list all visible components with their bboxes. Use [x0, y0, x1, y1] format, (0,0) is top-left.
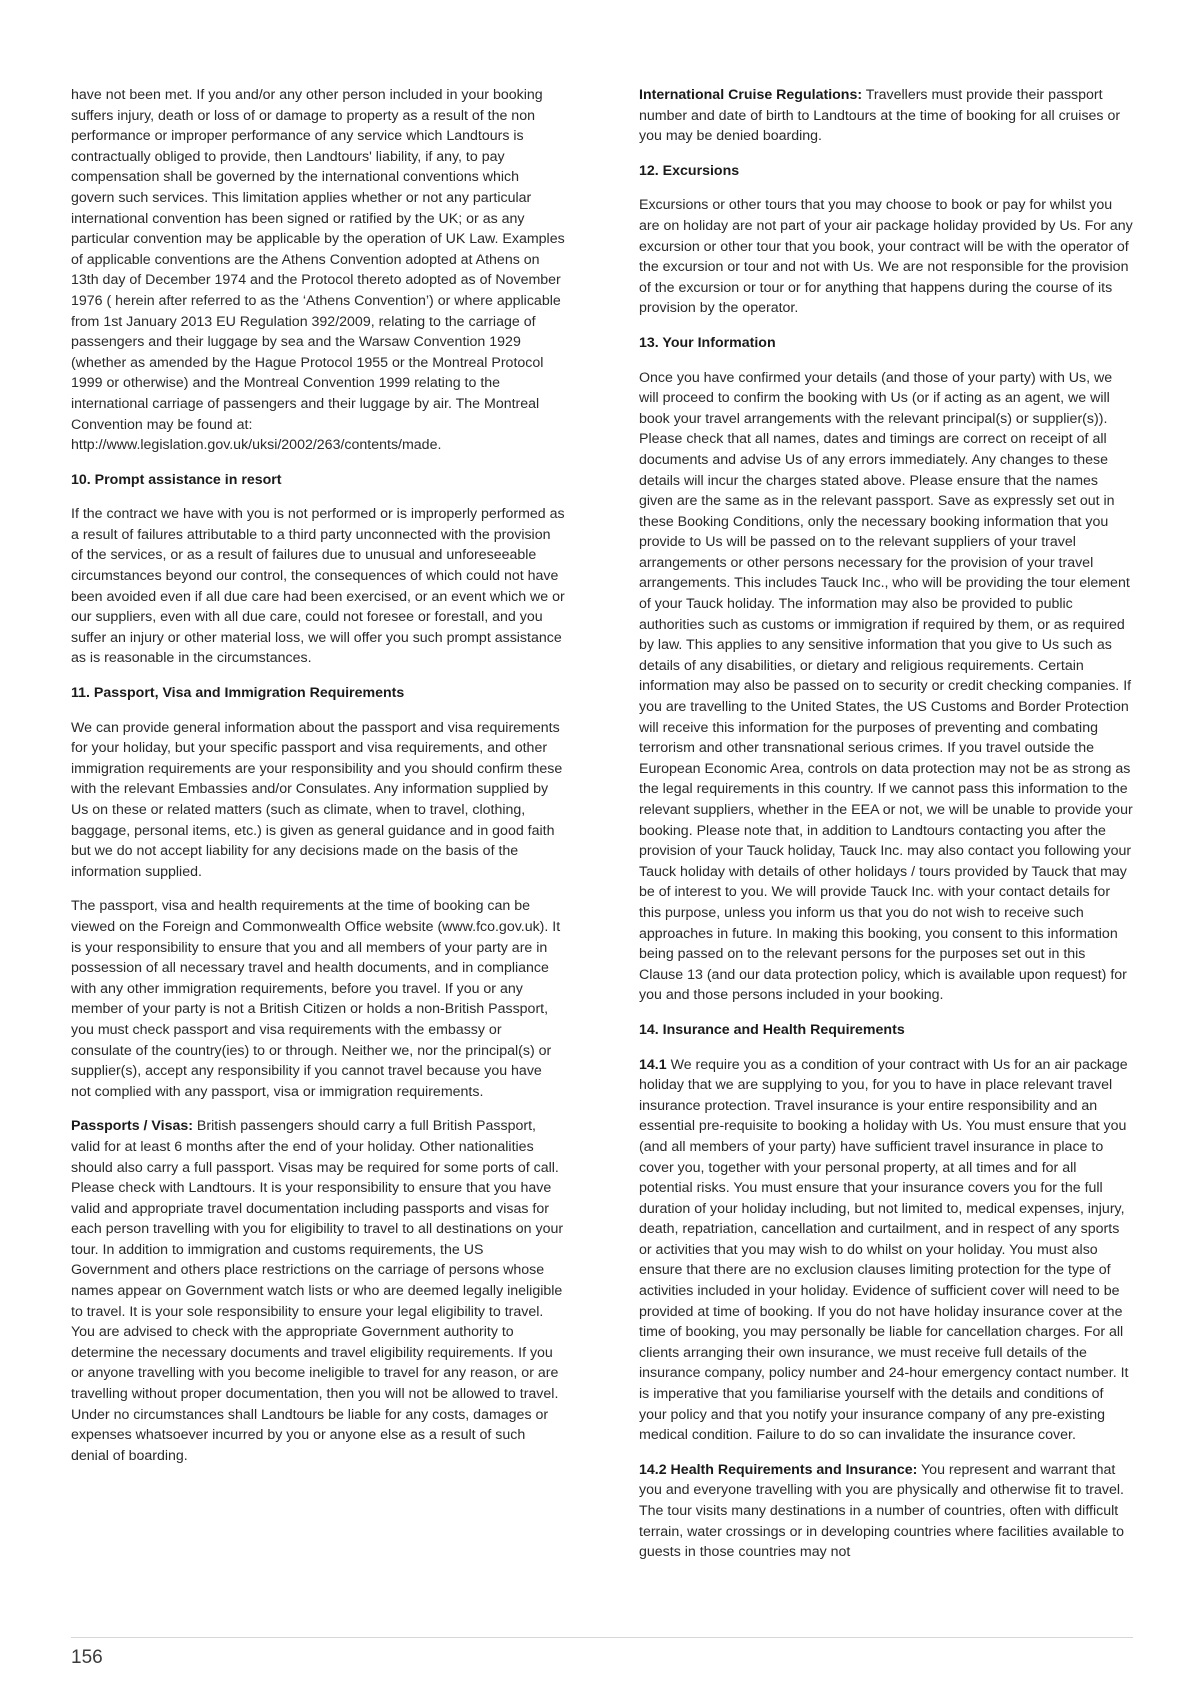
section-14-2-paragraph	[639, 1460, 1133, 1563]
passports-visas-paragraph	[71, 1116, 565, 1466]
left-column	[71, 85, 565, 1480]
section-11-paragraph-b: The passport, visa and health requirements at the time of booking can be viewed on the Foreign and Commonwealth Office website (www.fco.gov.uk). It is your responsibility to ensure that you and all members of your party are in possession of all necessary travel and health documents, and in compliance with any other immigration requirements, before you travel. If you or any member of your party is not a British Citizen or holds a non-British Passport, you must check passport and visa requirements with the embassy or consulate of the country(ies) to or through. Neither we, nor the principal(s) or supplier(s), accept any responsibility if you cannot travel because you have not complied with any passport, visa or immigration requirements.	[71, 898, 561, 1100]
section-14-2-text: You represent and warrant that you and everyone travelling with you are physically and otherwise fit to travel. The tour visits many destinations in a number of countries, often with difficult terrain, water crossings or in developing countries where facilities available to guests in those countries may not	[639, 1461, 1124, 1561]
section-12-paragraph: Excursions or other tours that you may choose to book or pay for whilst you are on holiday are not part of your air package holiday provided by Us. For any excursion or other tour that you book, your contract will be with the operator of the excursion or tour and not with Us. We are not responsible for the provision of the excursion or tour or for anything that happens during the course of its provision by the operator.	[639, 197, 1133, 317]
section-14-heading: 14. Insurance and Health Requirements	[639, 1021, 905, 1038]
section-11-heading: 11. Passport, Visa and Immigration Requirements	[71, 685, 405, 702]
passports-visas-label: Passports / Visas:	[71, 1118, 193, 1135]
section-13-paragraph: Once you have confirmed your details (and those of your party) with Us, we will proceed to confirm the booking with Us (or if acting as an agent, we will book your travel arrangements with the relevant principal(s) or supplier(s)). Please check that all names, dates and timings are correct on receipt of all documents and advise Us of any errors immediately. Any changes to these details will incur the charges stated above. Please ensure that the names given are the same as in the relevant passport. Save as expressly set out in these Booking Conditions, only the necessary booking information that you provide to Us will be passed on to the relevant suppliers of your travel arrangements or other persons necessary for the provision of your travel arrangements. This includes Tauck Inc., who will be providing the tour element of your Tauck holiday. The information may also be provided to public authorities such as customs or immigration if required by them, or as required by law. This applies to any sensitive information that you give to Us such as details of any disabilities, or dietary and religious requirements. Certain information may also be passed on to security or credit checking companies. If you are travelling to the United States, the US Customs and Border Protection will receive this information for the purposes of preventing and combating terrorism and other transnational serious crimes. If you travel outside the European Economic Area, controls on data protection may not be as strong as the legal requirements in this country. If we cannot pass this information to the relevant suppliers, whether in the EEA or not, we will be unable to provide your booking. Please note that, in addition to Landtours contacting you after the provision of your Tauck holiday, Tauck Inc. may also contact you following your Tauck holiday with details of other holidays / tours provided by Tauck that may be of interest to you. We will provide Tauck Inc. with your contact details for this purpose, unless you inform us that you do not wish to receive such approaches in future. In making this booking, you consent to this information being passed on to the relevant persons for the purposes set out in this Clause 13 (and our data protection policy, which is available upon request) for you and those persons included in your booking.	[639, 369, 1133, 1004]
section-11-paragraph-a: We can provide general information about the passport and visa requirements for your holiday, but your specific passport and visa requirements, and other immigration requirements are your responsibility and you should confirm these with the relevant Embassies and/or Consulates. Any information supplied by Us on these or related matters (such as climate, when to travel, clothing, baggage, personal items, etc.) is given as general guidance and in good faith but we do not accept liability for any decisions made on the basis of the information supplied.	[71, 719, 563, 880]
section-14-1-text: We require you as a condition of your contract with Us for an air package holiday that we are supplying to you, for you to have in place relevant travel insurance protection. Travel insurance is your entire responsibility and an essential pre-requisite to booking a holiday with Us. You must ensure that you (and all members of your party) have sufficient travel insurance in place to cover you, together with your personal property, at all times and for all potential risks. You must ensure that your insurance covers you for the full duration of your holiday including, but not limited to, medical expenses, injury, death, repatriation, cancellation and curtailment, and in respect of any sports or activities that you may wish to do whilst on your holiday. You must also ensure that there are no exclusion clauses limiting protection for the type of activities included in your holiday. Evidence of sufficient cover will need to be provided at time of booking. If you do not have holiday insurance cover at the time of booking, you may personally be liable for cancellation charges. For all clients arranging their own insurance, we must receive full details of the insurance company, policy number and 24-hour emergency contact number. It is imperative that you familiarise yourself with the details and conditions of your policy and that you notify your insurance company of any pre-existing medical condition. Failure to do so can invalidate the insurance cover.	[639, 1056, 1129, 1444]
section-10-heading: 10. Prompt assistance in resort	[71, 471, 282, 488]
section-10-paragraph: If the contract we have with you is not performed or is improperly performed as a result of failures attributable to a third party unconnected with the provision of the services, or as a result of failures due to unusual and unforeseeable circumstances beyond our control, the consequences of which could not have been avoided even if all due care had been exercised, or an event which we or our suppliers, even with all due care, could not foresee or forestall, and you suffer an injury or other material loss, we will offer you such prompt assistance as is reasonable in the circumstances.	[71, 506, 565, 667]
cruise-regulations-text: Travellers must provide their passport number and date of birth to Landtours at the time of booking for all cruises or you may be denied boarding.	[639, 87, 1121, 145]
passports-visas-text: British passengers should carry a full British Passport, valid for at least 6 months after the end of your holiday. Other nationalities should also carry a full passport. Visas may be required for some ports of call. Please check with Landtours. It is your responsibility to ensure that you have valid and appropriate travel documentation including passports and visas for each person travelling with you for eligibility to travel to all destinations on your tour. In addition to immigration and customs requirements, the US Government and others place restrictions on the carriage of persons whose names appear on Government watch lists or who are deemed legally ineligible to travel. It is your sole responsibility to ensure your legal eligibility to travel. You are advised to check with the appropriate Government authority to determine the necessary documents and travel eligibility requirements. If you or anyone travelling with you become ineligible to travel for any reason, or are travelling without proper documentation, then you will not be allowed to travel. Under no circumstances shall Landtours be liable for any costs, damages or expenses whatsoever incurred by you or anyone else as a result of such denial of boarding.	[71, 1118, 564, 1464]
section-14-2-label: 14.2 Health Requirements and Insurance:	[639, 1461, 918, 1478]
section-14-1-paragraph	[639, 1055, 1133, 1446]
intro-paragraph: have not been met. If you and/or any other person included in your booking suffers injury, death or loss of or damage to property as a result of the non performance or improper performance of any service which Landtours is contractually obliged to provide, then Landtours' liability, if any, to pay compensation shall be governed by the international conventions which govern such services. This limitation applies whether or not any particular international convention has been signed or ratified by the UK; or as any particular convention may be applicable by the operation of UK Law. Examples of applicable conventions are the Athens Convention adopted at Athens on 13th day of December 1974 and the Protocol thereto adopted as of November 1976 ( herein after referred to as the ‘Athens Convention’) or where applicable from 1st January 2013 EU Regulation 392/2009, relating to the carriage of passengers and their luggage by sea and the Warsaw Convention 1929 (whether as amended by the Hague Protocol 1955 or the Montreal Protocol 1999 or otherwise) and the Montreal Convention 1999 relating to the international carriage of passengers and their luggage by air. The Montreal Convention may be found at: http://www.legislation.gov.uk/uksi/2002/263/contents/made.	[71, 87, 565, 454]
section-12-heading: 12. Excursions	[639, 162, 740, 179]
cruise-regulations-label: International Cruise Regulations:	[639, 87, 863, 103]
section-13-heading: 13. Your Information	[639, 334, 776, 351]
right-column	[639, 85, 1133, 1577]
page-number: 156	[71, 1647, 103, 1668]
cruise-regulations-paragraph	[639, 85, 1133, 147]
section-14-1-label: 14.1	[639, 1056, 667, 1073]
footer-divider	[71, 1637, 1133, 1638]
